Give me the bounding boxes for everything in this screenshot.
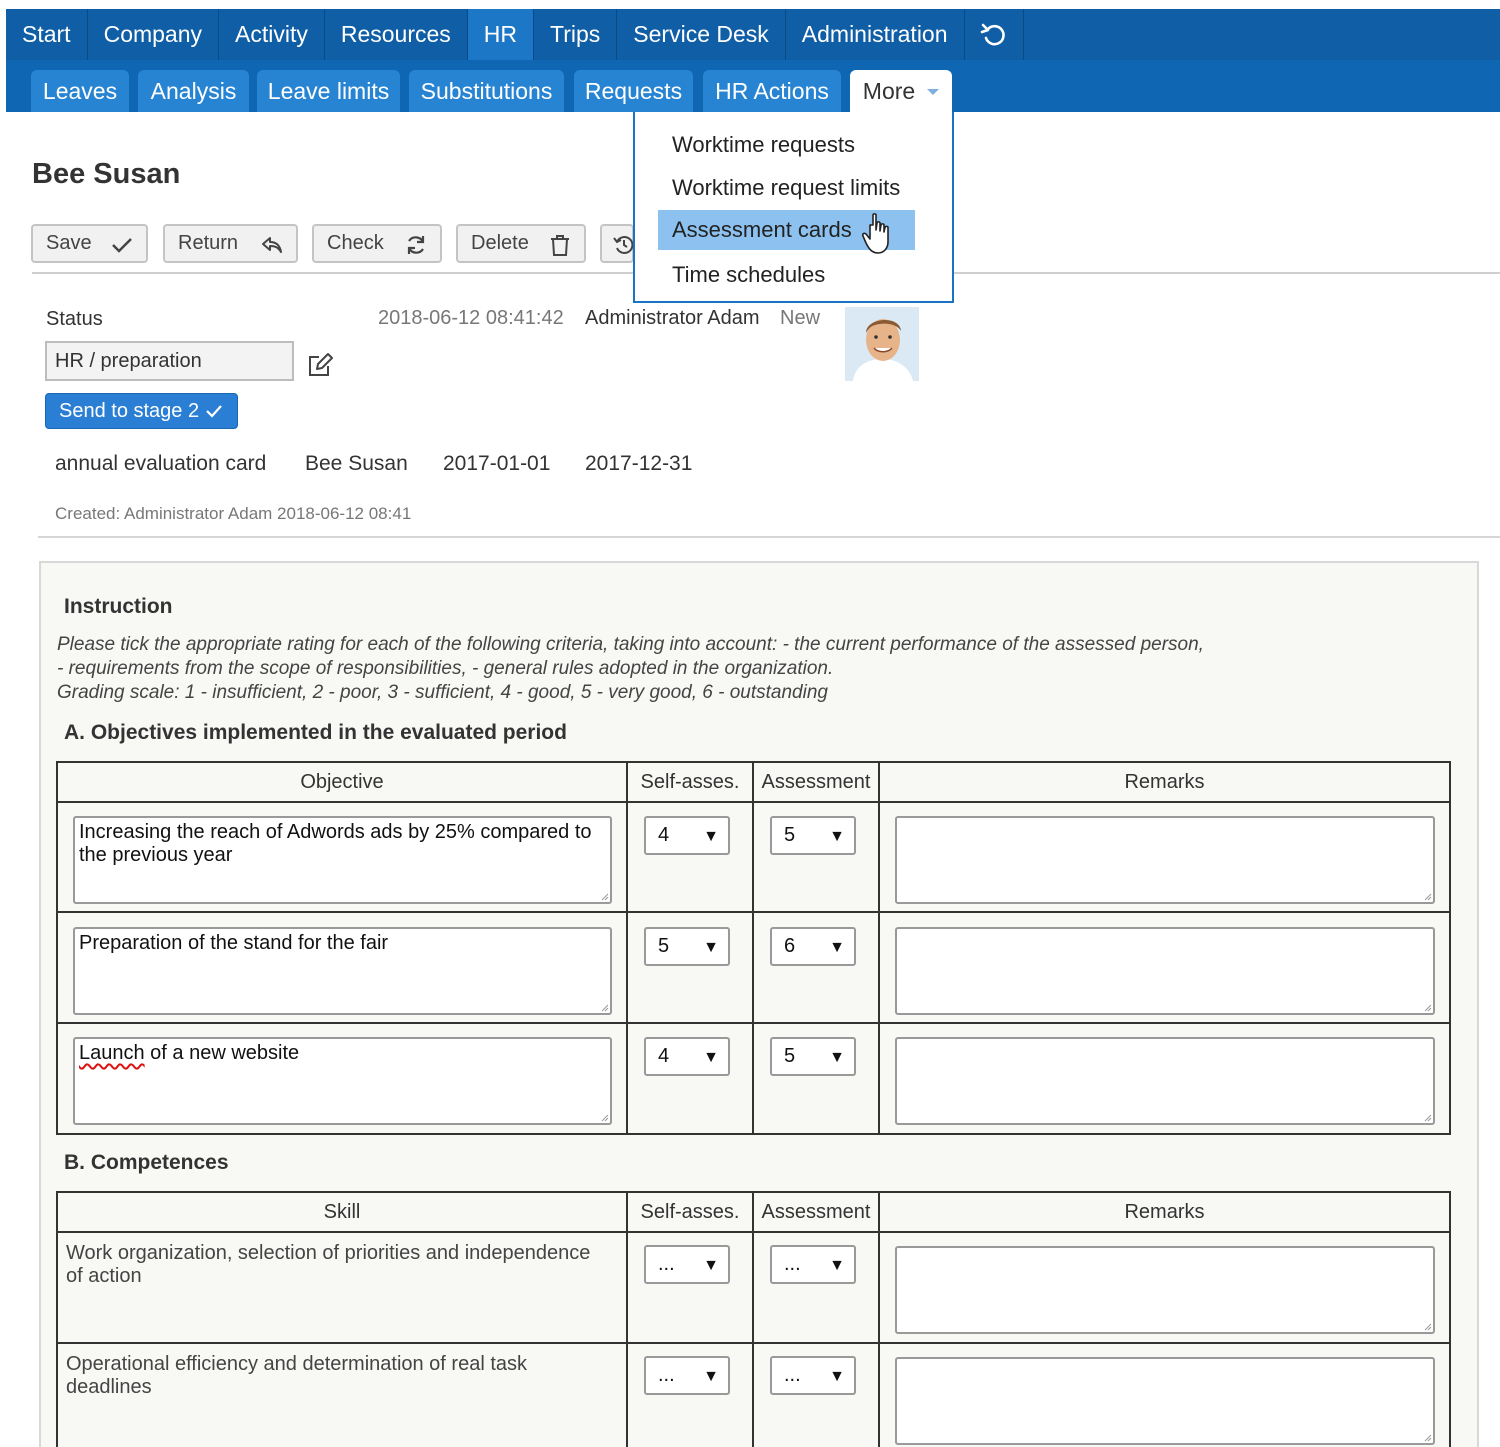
reply-arrow-icon	[260, 233, 284, 257]
user-photo-icon	[845, 307, 919, 381]
select-value: 4	[658, 824, 670, 846]
header-assessment: Assessment	[761, 1200, 871, 1223]
record-state: New	[780, 307, 821, 329]
resize-grip-icon[interactable]	[1423, 1003, 1432, 1012]
menu-item-worktime-request-limits[interactable]: Worktime request limits	[672, 175, 901, 200]
remarks-textarea[interactable]	[895, 1357, 1435, 1445]
skill-text: deadlines	[66, 1376, 152, 1398]
header-remarks: Remarks	[1124, 770, 1205, 793]
assessment-select[interactable]	[770, 1037, 856, 1076]
checkmark-icon	[205, 402, 223, 420]
delete-button[interactable]	[456, 224, 586, 263]
dropdown-arrow-icon: ▼	[703, 939, 719, 956]
assessment-select[interactable]	[770, 816, 856, 855]
subtab-analysis[interactable]: Analysis	[138, 70, 249, 112]
row-divider	[58, 801, 1449, 803]
nav-tab-activity[interactable]: Activity	[219, 9, 325, 60]
sync-icon	[404, 233, 428, 257]
assessment-select[interactable]	[770, 1245, 856, 1284]
select-value: 5	[658, 935, 670, 957]
objective-text: Preparation of the stand for the fair	[79, 932, 389, 954]
nav-tab-trips[interactable]: Trips	[534, 9, 617, 60]
remarks-textarea[interactable]	[895, 816, 1435, 904]
subtab-more[interactable]	[850, 70, 952, 112]
top-navigation	[6, 9, 1500, 60]
nav-tab-start[interactable]: Start	[6, 9, 88, 60]
self-assessment-select[interactable]	[644, 1037, 730, 1076]
dropdown-arrow-icon: ▼	[703, 1257, 719, 1274]
send-to-stage-label: Send to stage 2	[59, 399, 200, 422]
select-value: 4	[658, 1045, 670, 1067]
modified-by-user: Administrator Adam	[585, 307, 760, 329]
undo-icon	[979, 20, 1009, 50]
row-divider	[58, 1231, 1449, 1233]
spellcheck-word: Launch	[79, 1042, 145, 1064]
skill-text: Operational efficiency and determination of real task	[66, 1353, 528, 1375]
column-divider	[626, 763, 628, 1133]
return-label: Return	[178, 232, 239, 254]
header-self-assessment: Self-asses.	[640, 1200, 740, 1223]
card-type: annual evaluation card	[55, 452, 267, 475]
resize-grip-icon[interactable]	[600, 1113, 609, 1122]
modified-date: 2018-06-12 08:41:42	[378, 307, 564, 329]
row-divider	[58, 1022, 1449, 1024]
nav-tab-resources[interactable]: Resources	[325, 9, 468, 60]
card-person: Bee Susan	[305, 452, 408, 475]
avatar	[845, 307, 919, 381]
remarks-textarea[interactable]	[895, 1037, 1435, 1125]
subtab-substitutions[interactable]: Substitutions	[409, 70, 564, 112]
nav-tab-service-desk[interactable]: Service Desk	[617, 9, 785, 60]
save-label: Save	[46, 232, 92, 254]
self-assessment-select[interactable]	[644, 816, 730, 855]
send-to-stage-button[interactable]	[45, 393, 238, 429]
self-assessment-select[interactable]	[644, 927, 730, 966]
instruction-title: Instruction	[64, 595, 173, 618]
instruction-line-3: Grading scale: 1 - insufficient, 2 - poor, 3 - sufficient, 4 - good, 5 - very good, 6 - outstanding	[57, 682, 828, 703]
status-label: Status	[46, 308, 103, 330]
more-dropdown-menu	[633, 112, 954, 303]
delete-label: Delete	[471, 232, 529, 254]
objective-text-rest: of a new website	[144, 1042, 300, 1064]
objectives-table	[56, 761, 1451, 1135]
header-objective: Objective	[300, 770, 384, 793]
more-label: More	[862, 77, 916, 104]
assessment-select[interactable]	[770, 927, 856, 966]
nav-tab-hr[interactable]: HR	[468, 9, 534, 60]
refresh-tab[interactable]	[965, 9, 1024, 60]
skill-text: of action	[66, 1265, 142, 1287]
objective-textarea[interactable]	[73, 1037, 612, 1125]
objective-textarea[interactable]	[73, 816, 612, 904]
resize-grip-icon[interactable]	[1423, 1322, 1432, 1331]
select-value: ...	[658, 1253, 675, 1275]
resize-grip-icon[interactable]	[600, 1003, 609, 1012]
header-assessment: Assessment	[761, 770, 871, 793]
nav-tab-administration[interactable]: Administration	[786, 9, 965, 60]
header-skill: Skill	[323, 1200, 361, 1223]
objective-text: the previous year	[79, 844, 233, 866]
objective-text	[79, 1042, 606, 1065]
select-value: 5	[784, 824, 796, 846]
created-info: Created: Administrator Adam 2018-06-12 08:41	[55, 504, 412, 523]
skill-text: Work organization, selection of priorities and independence	[66, 1242, 591, 1264]
assessment-select[interactable]	[770, 1356, 856, 1395]
history-button[interactable]	[600, 224, 634, 263]
check-button[interactable]	[312, 224, 442, 263]
objective-textarea[interactable]	[73, 927, 612, 1015]
instruction-line-1: Please tick the appropriate rating for each of the following criteria, taking into account: - the current performance of the assessed person,	[57, 634, 1204, 655]
chevron-down-icon	[927, 89, 939, 95]
competences-table	[56, 1191, 1451, 1447]
self-assessment-select[interactable]	[644, 1245, 730, 1284]
card-date-from: 2017-01-01	[443, 452, 551, 475]
resize-grip-icon[interactable]	[1423, 1113, 1432, 1122]
row-divider	[58, 911, 1449, 913]
subtab-leave-limits[interactable]: Leave limits	[257, 70, 400, 112]
resize-grip-icon[interactable]	[1423, 892, 1432, 901]
self-assessment-select[interactable]	[644, 1356, 730, 1395]
section-b-title: B. Competences	[64, 1151, 229, 1174]
dropdown-arrow-icon: ▼	[703, 828, 719, 845]
select-value: ...	[784, 1253, 801, 1275]
instruction-line-2: - requirements from the scope of responsibilities, - general rules adopted in the organization.	[57, 658, 834, 679]
menu-item-time-schedules[interactable]: Time schedules	[672, 262, 826, 287]
subtab-leaves[interactable]: Leaves	[31, 70, 129, 112]
subtab-hr-actions[interactable]: HR Actions	[703, 70, 841, 112]
dropdown-arrow-icon: ▼	[829, 828, 845, 845]
select-value: 6	[784, 935, 796, 957]
sub-navigation	[6, 60, 1500, 112]
edit-icon[interactable]	[307, 352, 333, 378]
dropdown-arrow-icon: ▼	[829, 1049, 845, 1066]
section-a-title: A. Objectives implemented in the evaluated period	[64, 721, 567, 744]
return-button[interactable]	[163, 224, 298, 263]
column-divider	[878, 763, 880, 1133]
resize-grip-icon[interactable]	[600, 892, 609, 901]
card-date-to: 2017-12-31	[585, 452, 693, 475]
select-value: ...	[784, 1364, 801, 1386]
section-divider	[38, 536, 1500, 538]
dropdown-arrow-icon: ▼	[829, 1257, 845, 1274]
header-remarks: Remarks	[1124, 1200, 1205, 1223]
dropdown-arrow-icon: ▼	[703, 1049, 719, 1066]
trash-icon	[548, 233, 572, 257]
select-value: ...	[658, 1364, 675, 1386]
checkmark-icon	[110, 233, 134, 257]
save-button[interactable]	[31, 224, 148, 263]
header-self-assessment: Self-asses.	[640, 770, 740, 793]
check-label: Check	[327, 232, 384, 254]
subtab-requests[interactable]: Requests	[574, 70, 693, 112]
row-divider	[58, 1342, 1449, 1344]
column-divider	[752, 763, 754, 1133]
resize-grip-icon[interactable]	[1423, 1433, 1432, 1442]
dropdown-arrow-icon: ▼	[829, 1368, 845, 1385]
remarks-textarea[interactable]	[895, 927, 1435, 1015]
dropdown-arrow-icon: ▼	[829, 939, 845, 956]
menu-item-worktime-requests[interactable]: Worktime requests	[672, 132, 855, 157]
hand-cursor-icon	[862, 212, 896, 256]
nav-tab-company[interactable]: Company	[88, 9, 219, 60]
select-value: 5	[784, 1045, 796, 1067]
status-field[interactable]: HR / preparation	[45, 341, 294, 381]
skill-label	[66, 1242, 590, 1288]
menu-item-assessment-cards[interactable]: Assessment cards	[658, 210, 915, 250]
dropdown-arrow-icon: ▼	[703, 1368, 719, 1385]
remarks-textarea[interactable]	[895, 1246, 1435, 1334]
skill-label	[66, 1353, 527, 1399]
objective-text: Increasing the reach of Adwords ads by 25% compared to	[79, 821, 592, 843]
page-title: Bee Susan	[32, 158, 181, 190]
